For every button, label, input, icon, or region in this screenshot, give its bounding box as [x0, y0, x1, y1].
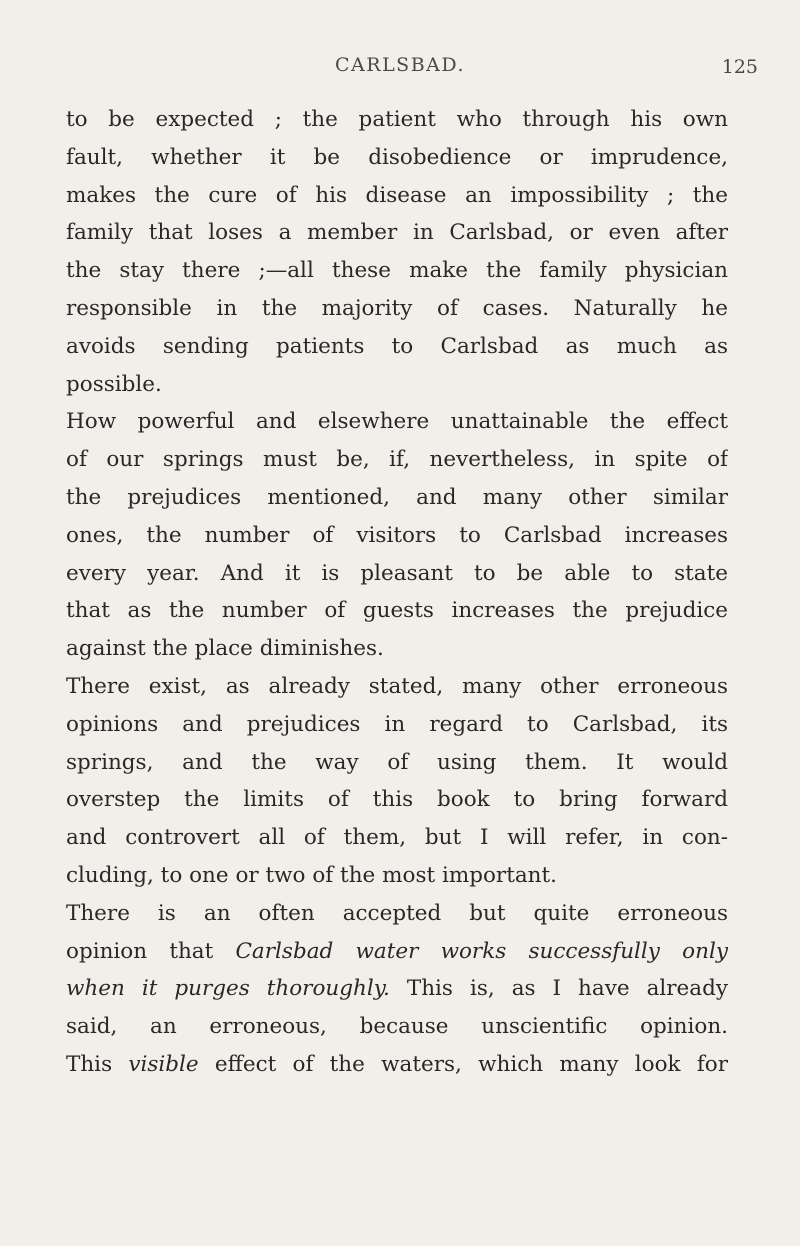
text-line [66, 933, 728, 971]
text-line [66, 328, 728, 366]
text-span: cluding, to one or two of the most important. [66, 862, 557, 888]
text-line [66, 252, 728, 290]
text-span: the prejudices mentioned, and many other similar [66, 484, 728, 510]
text-line [66, 214, 728, 252]
text-span: avoids sending patients to Carlsbad as much as [66, 333, 728, 359]
text-span: overstep the limits of this book to bring forward [66, 787, 728, 813]
text-span: every year. And it is pleasant to be able to state [66, 560, 728, 586]
text-line [66, 517, 728, 555]
text-span: There is an often accepted but quite erroneous [66, 900, 728, 926]
text-span: responsible in the majority of cases. Naturally he [66, 295, 728, 321]
text-span: that as the number of guests increases the prejudice [66, 598, 728, 624]
text-line [66, 101, 728, 139]
text-span: the stay there ;—all these make the family physician [66, 258, 728, 284]
text-line [66, 479, 728, 517]
text-line [66, 970, 728, 1008]
text-span: effect of the waters, which many look for [198, 1051, 728, 1077]
text-line [66, 1046, 728, 1084]
text-line [66, 744, 728, 782]
text-line [66, 819, 728, 857]
italic-text: when it purges thoroughly. [66, 976, 390, 1002]
text-line [66, 706, 728, 744]
text-span: makes the cure of his disease an impossibility ; the [66, 182, 728, 208]
text-span: springs, and the way of using them. It would [66, 749, 728, 775]
running-head [0, 54, 800, 84]
text-line [66, 895, 728, 933]
text-line [66, 1008, 728, 1046]
text-span: said, an erroneous, because unscientific opinion. [66, 1014, 728, 1040]
text-span: opinion that [66, 938, 236, 964]
text-span: This is, as I have already [389, 976, 728, 1002]
text-line [66, 555, 728, 593]
text-line [66, 781, 728, 819]
text-span: possible. [66, 371, 162, 397]
text-span: opinions and prejudices in regard to Carlsbad, its [66, 711, 728, 737]
page-number: 125 [721, 56, 758, 78]
body-text [66, 101, 728, 1084]
text-span: of our springs must be, if, nevertheless, in spite of [66, 447, 728, 473]
text-span: and controvert all of them, but I will refer, in con- [66, 825, 728, 851]
text-span: against the place diminishes. [66, 636, 384, 662]
text-line [66, 668, 728, 706]
text-span: fault, whether it be disobedience or imprudence, [66, 144, 728, 170]
text-span: ones, the number of visitors to Carlsbad increases [66, 522, 728, 548]
text-line [66, 592, 728, 630]
italic-text: visible [128, 1051, 199, 1077]
italic-text: Carlsbad water works successfully only [235, 938, 728, 964]
text-span: This [66, 1051, 129, 1077]
text-line [66, 403, 728, 441]
text-line [66, 177, 728, 215]
running-title: CARLSBAD. [335, 54, 465, 76]
text-span: How powerful and elsewhere unattainable the effect [66, 409, 728, 435]
text-line [66, 290, 728, 328]
text-span: family that loses a member in Carlsbad, or even after [66, 220, 728, 246]
text-line [66, 630, 728, 668]
text-line [66, 441, 728, 479]
text-line [66, 366, 728, 404]
text-line [66, 857, 728, 895]
text-line [66, 139, 728, 177]
text-span: There exist, as already stated, many other erroneous [66, 673, 728, 699]
text-span: to be expected ; the patient who through his own [66, 107, 728, 132]
